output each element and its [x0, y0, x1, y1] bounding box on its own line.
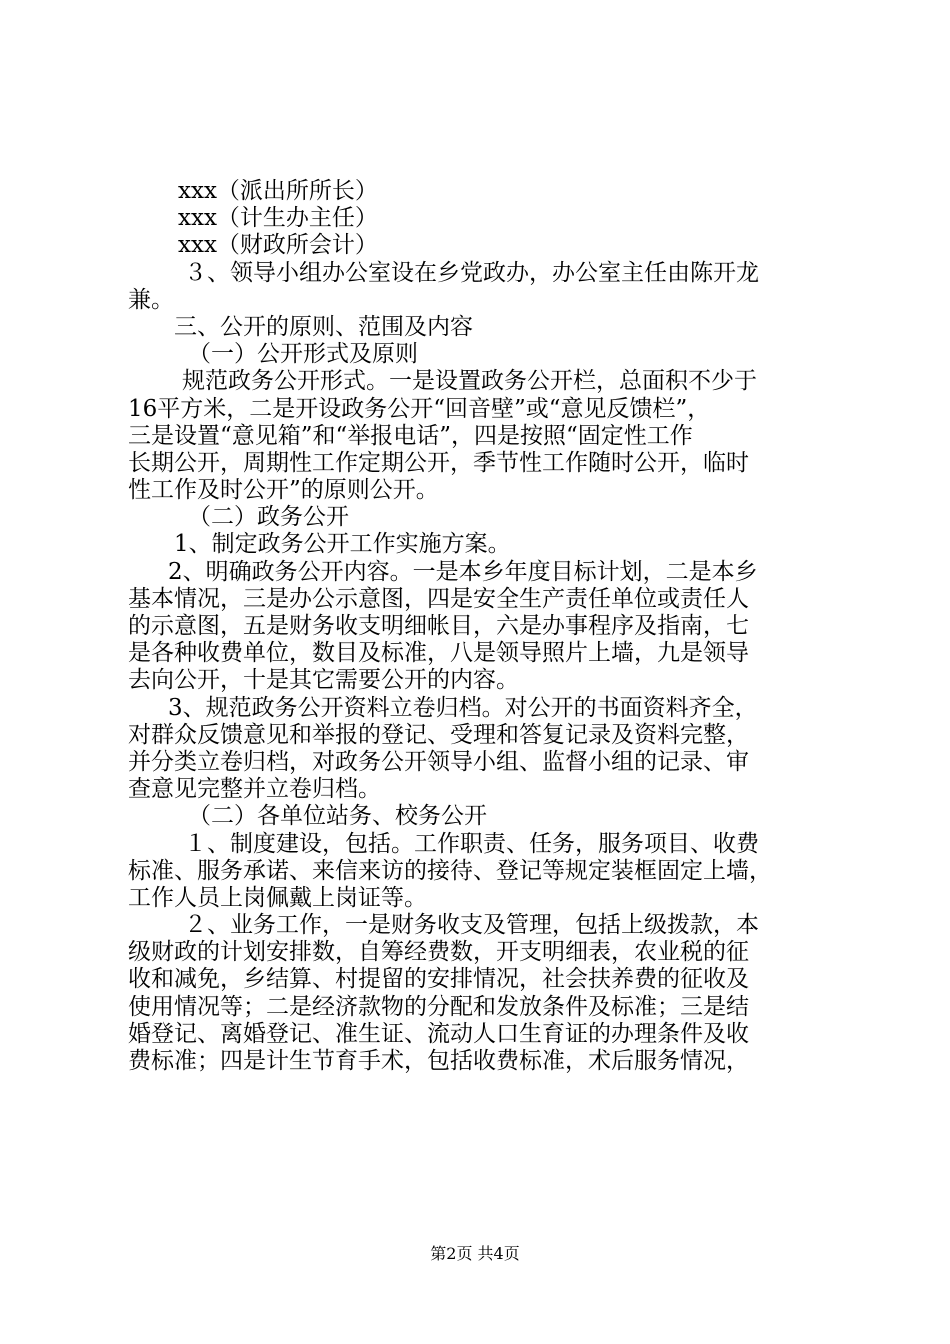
text-line: 收和减免，乡结算、村提留的安排情况，社会扶养费的征收及: [128, 966, 749, 993]
text-line: 的示意图，五是财务收支明细帐目，六是办事程序及指南，七: [128, 613, 749, 639]
text-line: 基本情况，三是办公示意图，四是安全生产责任单位或责任人: [128, 585, 749, 612]
text-line: 是各种收费单位，数目及标准，八是领导照片上墙，九是领导: [128, 640, 749, 667]
text-line: 费标准；四是计生节育手术，包括收费标准，术后服务情况，: [128, 1048, 749, 1074]
page-number: 第2页 共4页: [430, 1244, 520, 1263]
text-line: 工作人员上岗佩戴上岗证等。: [128, 884, 427, 911]
text-line: 2、明确政务公开内容。一是本乡年度目标计划，二是本乡: [168, 558, 758, 585]
text-line: 三是设置“意见箱”和“举报电话”，四是按照“固定性工作: [128, 422, 693, 449]
text-line: 兼。: [128, 286, 174, 313]
text-line: 标准、服务承诺、来信来访的接待、登记等规定装框固定上墙，: [128, 857, 772, 884]
subsection-heading: （二）政务公开: [188, 504, 349, 531]
text-line: 3、规范政务公开资料立卷归档。对公开的书面资料齐全，: [168, 694, 758, 721]
text-line: ２、业务工作，一是财务收支及管理，包括上级拨款，本: [184, 912, 759, 939]
text-line: xxx（财政所会计）: [178, 232, 378, 259]
text-line: 性工作及时公开”的原则公开。: [128, 477, 439, 504]
text-line: 婚登记、离婚登记、准生证、流动人口生育证的办理条件及收: [128, 1020, 749, 1047]
text-line: 查意见完整并立卷归档。: [128, 776, 381, 803]
subsection-heading: （二）各单位站务、校务公开: [188, 803, 487, 830]
subsection-heading: （一）公开形式及原则: [188, 341, 418, 368]
text-line: 对群众反馈意见和举报的登记、受理和答复记录及资料完整，: [128, 721, 749, 748]
text-line: 级财政的计划安排数，自筹经费数，开支明细表，农业税的征: [128, 939, 749, 966]
text-line: xxx（派出所所长）: [178, 178, 378, 204]
text-line: 1、制定政务公开工作实施方案。: [174, 531, 511, 558]
text-line: xxx（计生办主任）: [178, 205, 378, 232]
text-line: 规范政务公开形式。一是设置政务公开栏，总面积不少于: [182, 368, 757, 395]
text-line: 去向公开，十是其它需要公开的内容。: [128, 667, 519, 694]
text-line: 并分类立卷归档，对政务公开领导小组、监督小组的记录、审: [128, 748, 749, 775]
text-line: 16平方米，二是开设政务公开“回音壁”或“意见反馈栏”，: [128, 395, 711, 422]
text-line: １、制度建设，包括。工作职责、任务，服务项目、收费: [184, 830, 759, 857]
text-line: 长期公开，周期性工作定期公开，季节性工作随时公开，临时: [128, 449, 749, 476]
text-line: 使用情况等；二是经济款物的分配和发放条件及标准；三是结: [128, 993, 749, 1020]
text-line: ３、领导小组办公室设在乡党政办，办公室主任由陈开龙: [184, 259, 759, 286]
document-body: [128, 178, 838, 1075]
section-heading: 三、公开的原则、范围及内容: [174, 313, 473, 340]
